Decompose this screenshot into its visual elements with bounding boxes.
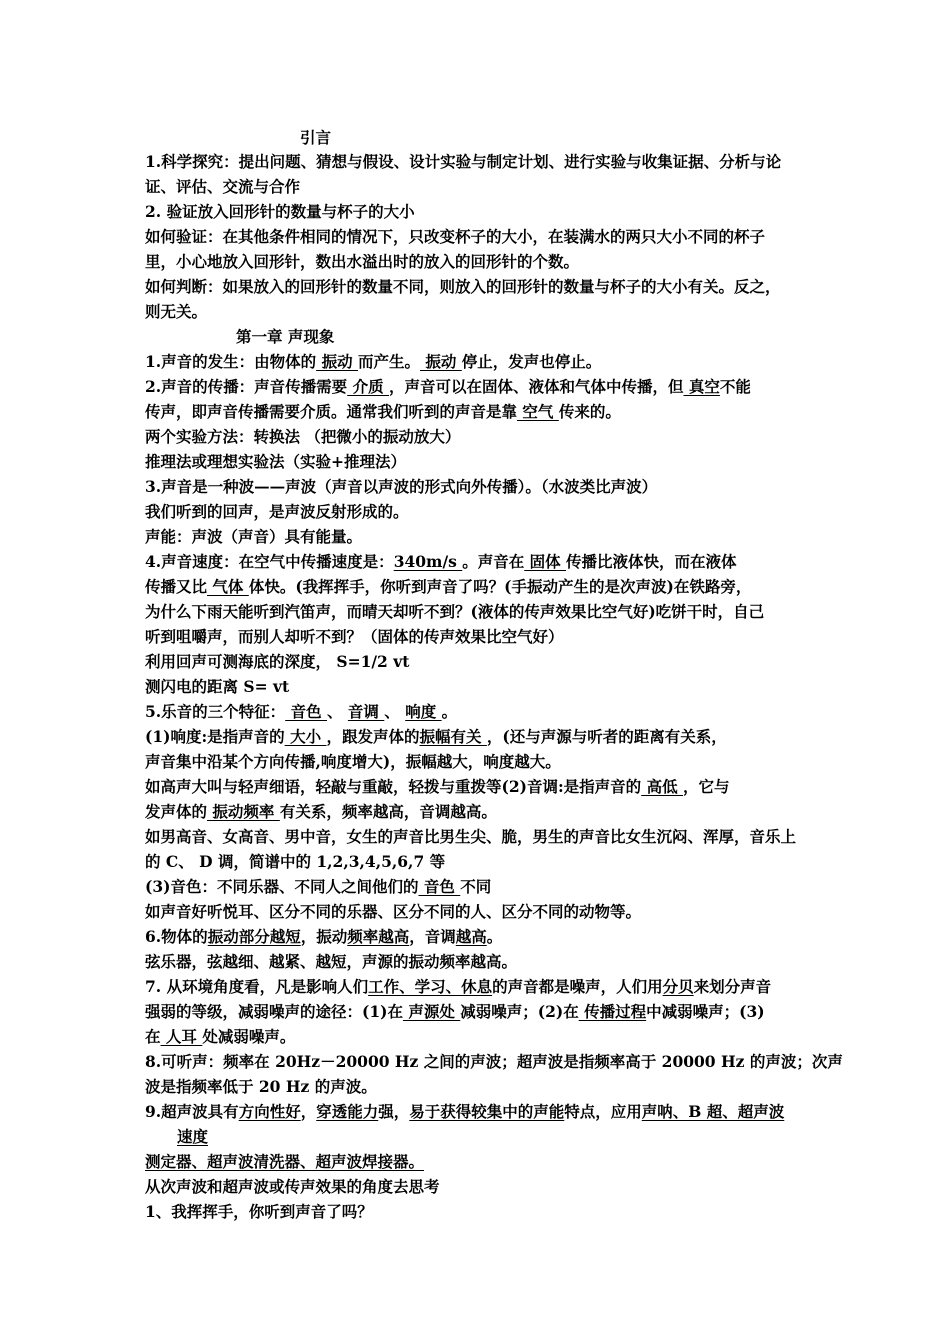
text-run: 。	[441, 702, 458, 721]
paragraph-line: 8.可听声：频率在 20Hz－20000 Hz 之间的声波；超声波是指频率高于 20000 Hz 的声波；次声	[145, 1052, 843, 1071]
text-run: 强弱的等级，减弱噪声的途径：(1)在	[145, 1002, 403, 1021]
text-run: 、	[326, 702, 348, 721]
paragraph-line: 声音集中沿某个方向传播,响度增大)，振幅越大，响度越大。	[145, 752, 561, 771]
paragraph-line	[145, 377, 751, 397]
paragraph-line	[145, 727, 727, 747]
paragraph-line: 我们听到的回声，是声波反射形成的。	[145, 502, 409, 521]
fill-blank: 频率越高	[347, 927, 410, 946]
paragraph-line: 如男高音、女高音、男中音，女生的声音比男生尖、脆，男生的声音比女生沉闷、浑厚，音乐上	[145, 827, 797, 846]
text-run: 。	[486, 927, 503, 946]
text-run: ，跟发声体的	[326, 727, 420, 746]
paragraph-line: 1.科学探究：提出问题、猜想与假设、设计实验与制定计划、进行实验与收集证据、分析与论	[145, 152, 782, 171]
paragraph-line: 弦乐器，弦越细、越紧、越短，声源的振动频率越高。	[145, 952, 518, 971]
chapter-title: 第一章 声现象	[236, 327, 335, 346]
text-run: 4.声音速度：在空气中传播速度是：	[145, 552, 394, 571]
text-run: ，	[300, 1102, 317, 1121]
fill-blank: 人耳	[160, 1027, 203, 1046]
fill-blank: 分贝	[662, 977, 694, 996]
paragraph-line: 推理法或理想实验法（实验+推理法）	[145, 452, 406, 471]
paragraph-line: 如何验证：在其他条件相同的情况下，只改变杯子的大小，在装满水的两只大小不同的杯子	[145, 227, 766, 246]
paragraph-line: 听到咀嚼声，而别人却听不到？（固体的传声效果比空气好）	[145, 627, 564, 646]
text-run: ，(还与声源与听者的距离有关系，	[486, 727, 727, 746]
text-run: 的声音都是噪声，人们用	[492, 977, 663, 996]
text-run: 传播又比	[145, 577, 208, 596]
text-run: 9.超声波具有	[145, 1102, 239, 1121]
text-run: 传来的。	[558, 402, 621, 421]
paragraph-line	[145, 777, 730, 797]
text-run: ，振动	[300, 927, 348, 946]
paragraph-line: 从次声波和超声波或传声效果的角度去思考	[145, 1177, 440, 1196]
text-run: 5.乐音的三个特征：	[145, 702, 286, 721]
fill-blank: 空气	[517, 402, 559, 421]
paragraph-line	[145, 702, 457, 722]
fill-blank: 大小	[284, 727, 327, 746]
paragraph-line: 则无关。	[145, 302, 208, 321]
fill-blank: 越高	[455, 927, 487, 946]
paragraph-line: 1、我挥挥手，你听到声音了吗？	[145, 1202, 373, 1221]
paragraph-line: 3.声音是一种波——声波（声音以声波的形式向外传播）。（水波类比声波）	[145, 477, 658, 496]
text-run: 传声，即声音传播需要介质。通常我们听到的声音是靠	[145, 402, 518, 421]
fill-blank: 振动频率	[207, 802, 280, 821]
text-run: 不同	[460, 877, 492, 896]
text-run: 停止，发声也停止。	[461, 352, 602, 371]
fill-blank: 振幅有关	[419, 727, 487, 746]
text-run: (3)音色：不同乐器、不同人之间他们的	[145, 877, 419, 896]
paragraph-line	[145, 552, 737, 572]
text-run: 6.物体的	[145, 927, 208, 946]
fill-blank: 音调	[347, 702, 385, 721]
fill-blank: 工作、学习、休息	[368, 977, 493, 996]
fill-blank: 传播过程	[578, 1002, 647, 1021]
paragraph-line: 速度	[177, 1127, 209, 1146]
intro-title: 引言	[300, 128, 332, 147]
paragraph-line: 证、评估、交流与合作	[145, 177, 301, 196]
paragraph-line: 测闪电的距离 S= vt	[145, 677, 290, 696]
text-run: 中减弱噪声；(3)	[646, 1002, 765, 1021]
fill-blank: 振动	[420, 352, 462, 371]
text-run: ，声音可以在固体、液体和气体中传播，但	[388, 377, 684, 396]
fill-blank: 穿透能力	[316, 1102, 379, 1121]
paragraph-line	[145, 1027, 295, 1047]
text-run: 而产生。	[357, 352, 420, 371]
fill-blank: 声源处	[402, 1002, 461, 1021]
fill-blank: 固体	[524, 552, 567, 571]
fill-blank: 340m/s	[393, 552, 463, 571]
fill-blank: 介质	[347, 377, 389, 396]
text-run: 有关系，频率越高，音调越高。	[279, 802, 497, 821]
paragraph-line: 的 C、 D 调，简谱中的 1,2,3,4,5,6,7 等	[145, 852, 446, 871]
text-run: 体快。(我挥挥手，你听到声音了吗？(手振动产生的是次声波)在铁路旁，	[248, 577, 752, 596]
paragraph-line	[145, 802, 497, 822]
fill-blank: 真空	[683, 377, 720, 396]
text-run: 如高声大叫与轻声细语，轻敲与重敲，轻拨与重拨等(2)音调:是指声音的	[145, 777, 642, 796]
fill-blank: 方向性好	[238, 1102, 301, 1121]
paragraph-line	[145, 927, 502, 947]
paragraph-line	[145, 877, 491, 897]
fill-blank: 振动部分越短	[207, 927, 301, 946]
text-run: 2.声音的传播：声音传播需要	[145, 377, 348, 396]
text-run: 传播比液体快，而在液体	[566, 552, 737, 571]
fill-blank: 音色	[285, 702, 327, 721]
text-run: 发声体的	[145, 802, 208, 821]
paragraph-line: 测定器、超声波清洗器、超声波焊接器。	[145, 1152, 425, 1171]
paragraph-line	[145, 977, 771, 997]
paragraph-line	[145, 1102, 784, 1122]
paragraph-line: 声能：声波（声音）具有能量。	[145, 527, 363, 546]
text-run: 处减弱噪声。	[202, 1027, 296, 1046]
paragraph-line: 利用回声可测海底的深度， S=1/2 vt	[145, 652, 410, 671]
text-run: 特点，应用	[564, 1102, 642, 1121]
paragraph-line: 如声音好听悦耳、区分不同的乐器、区分不同的人、区分不同的动物等。	[145, 902, 642, 921]
paragraph-line	[145, 577, 751, 597]
text-run: (1)响度:是指声音的	[145, 727, 285, 746]
fill-blank: 响度	[405, 702, 442, 721]
paragraph-line: 如何判断：如果放入的回形针的数量不同，则放入的回形针的数量与杯子的大小有关。反之，	[145, 277, 781, 296]
fill-blank: 声呐、B 超、超声波	[641, 1102, 785, 1121]
paragraph-line: 两个实验方法：转换法 （把微小的振动放大）	[145, 427, 461, 446]
text-run: 来划分声音	[693, 977, 772, 996]
text-run: 减弱噪声；(2)在	[460, 1002, 579, 1021]
text-run: 7. 从环境角度看，凡是影响人们	[145, 977, 369, 996]
text-run: 。声音在	[462, 552, 525, 571]
text-run: 1.声音的发生：由物体的	[145, 352, 317, 371]
text-run: 不能	[719, 377, 751, 396]
text-run: ，音调	[409, 927, 456, 946]
paragraph-line: 2. 验证放入回形针的数量与杯子的大小	[145, 202, 415, 221]
text-run: ，它与	[682, 777, 730, 796]
paragraph-line: 为什么下雨天能听到汽笛声，而晴天却听不到？(液体的传声效果比空气好)吃饼干时，自己	[145, 602, 765, 621]
paragraph-line: 波是指频率低于 20 Hz 的声波。	[145, 1077, 377, 1096]
fill-blank: 振动	[316, 352, 358, 371]
paragraph-line	[145, 352, 601, 372]
fill-blank: 音色	[418, 877, 461, 896]
paragraph-line: 里，小心地放入回形针，数出水溢出时的放入的回形针的个数。	[145, 252, 580, 271]
text-run: 、	[384, 702, 406, 721]
fill-blank: 易于获得较集中的声能	[409, 1102, 565, 1121]
paragraph-line	[145, 1002, 765, 1022]
fill-blank: 高低	[641, 777, 683, 796]
text-run: 强，	[378, 1102, 410, 1121]
paragraph-line	[145, 402, 621, 422]
text-run: 在	[145, 1027, 161, 1046]
fill-blank: 气体	[207, 577, 249, 596]
